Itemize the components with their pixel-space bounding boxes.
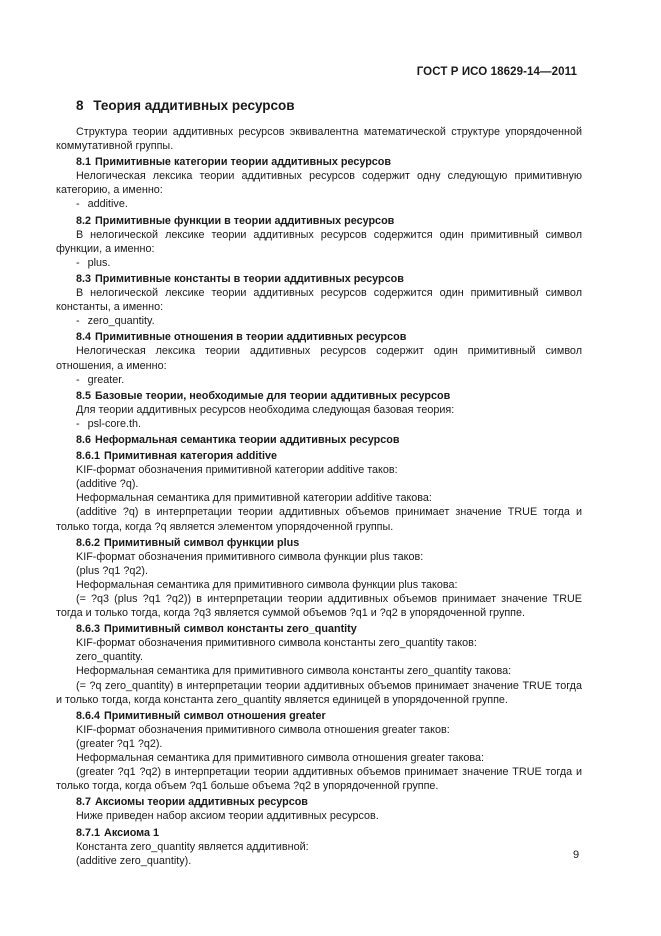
page-number: 9 (573, 849, 580, 861)
kif-expression-8-6-4: (greater ?q1 ?q2). (76, 737, 163, 750)
subsection-heading-8-7-1: 8.7.1 Аксиома 1 (76, 826, 160, 839)
paragraph-8-1: Нелогическая лексика теории аддитивных ресурсов содержит одну следующую примитивную категорию, а именно: (56, 170, 582, 197)
section-number: 8 (76, 98, 84, 113)
list-item-8-3: - zero_quantity. (76, 315, 155, 328)
kif-expression-8-6-2: (plus ?q1 ?q2). (76, 564, 149, 577)
kif-format-line-8-6-1: KIF-формат обозначения примитивной категории additive таков: (76, 464, 398, 477)
paragraph-8-5: Для теории аддитивных ресурсов необходима следующая базовая теория: (76, 403, 455, 416)
subsection-heading-8-6-3: 8.6.3 Примитивный символ константы zero_quantity (76, 623, 357, 636)
section-title: Теория аддитивных ресурсов (93, 98, 295, 113)
subsection-heading-8-3: 8.3 Примитивные константы в теории аддитивных ресурсов (76, 272, 404, 285)
list-item-8-5: - psl-core.th. (76, 417, 142, 430)
standard-code-header: ГОСТ Р ИСО 18629-14—2011 (416, 66, 577, 78)
semantics-intro-8-6-2: Неформальная семантика для примитивного символа функции plus такова: (76, 578, 458, 591)
paragraph-8-2: В нелогической лексике теории аддитивных ресурсов содержится один примитивный символ функции, а именно: (56, 228, 582, 255)
axiom-statement-8-7-1: Константа zero_quantity является аддитивной: (76, 840, 309, 853)
kif-format-line-8-6-2: KIF-формат обозначения примитивного символа функции plus таков: (76, 550, 424, 563)
semantics-text-8-6-1: (additive ?q) в интерпретации теории аддитивных объемов принимает значение TRUE тогда и только тогда, когда ?q является элементом упорядоченной группы. (56, 506, 582, 533)
semantics-text-8-6-4: (greater ?q1 ?q2) в интерпретации теории аддитивных объемов принимает значение TRUE тогда и только тогда, когда объем ?q1 больше объема ?q2 в упорядоченной группе. (56, 766, 582, 793)
semantics-text-8-6-3: (= ?q zero_quantity) в интерпретации теории аддитивных объемов принимает значение TRUE тогда и только тогда, когда константа zero_quantity является единицей в упорядоченной группе. (56, 679, 582, 706)
subsection-heading-8-6-2: 8.6.2 Примитивный символ функции plus (76, 536, 300, 549)
subsection-heading-8-1: 8.1 Примитивные категории теории аддитивных ресурсов (76, 156, 392, 169)
subsection-heading-8-6-1: 8.6.1 Примитивная категория additive (76, 450, 278, 463)
subsection-heading-8-6-4: 8.6.4 Примитивный символ отношения greater (76, 709, 326, 722)
kif-format-line-8-6-3: KIF-формат обозначения примитивного символа константы zero_quantity таков: (76, 637, 477, 650)
document-body (56, 92, 582, 868)
kif-format-line-8-6-4: KIF-формат обозначения примитивного символа отношения greater таков: (76, 723, 450, 736)
list-item-8-4: - greater. (76, 373, 125, 386)
kif-expression-8-6-1: (additive ?q). (76, 478, 139, 491)
kif-expression-8-6-3: zero_quantity. (76, 651, 144, 664)
semantics-intro-8-6-1: Неформальная семантика для примитивной категории additive такова: (76, 492, 432, 505)
list-item-8-2: - plus. (76, 256, 111, 269)
axiom-expression-8-7-1: (additive zero_quantity). (76, 854, 192, 867)
semantics-text-8-6-2: (= ?q3 (plus ?q1 ?q2)) в интерпретации теории аддитивных объемов принимает значение TRUE тогда и только тогда, когда ?q3 является суммой объемов ?q1 и ?q2 в упорядоченной группе. (56, 593, 582, 620)
semantics-intro-8-6-3: Неформальная семантика для примитивного символа константы zero_quantity такова: (76, 665, 512, 678)
paragraph-8-4: Нелогическая лексика теории аддитивных ресурсов содержит один примитивный символ отношения, а именно: (56, 345, 582, 372)
subsection-heading-8-7: 8.7 Аксиомы теории аддитивных ресурсов (76, 796, 308, 809)
intro-paragraph: Структура теории аддитивных ресурсов эквивалентна математической структуре упорядоченной коммутативной группы. (56, 126, 582, 153)
list-item-8-1: - additive. (76, 198, 128, 211)
subsection-heading-8-5: 8.5 Базовые теории, необходимые для теории аддитивных ресурсов (76, 389, 451, 402)
paragraph-8-7: Ниже приведен набор аксиом теории аддитивных ресурсов. (76, 810, 379, 823)
subsection-heading-8-4: 8.4 Примитивные отношения в теории аддитивных ресурсов (76, 331, 407, 344)
section-heading (76, 98, 582, 113)
paragraph-8-3: В нелогической лексике теории аддитивных ресурсов содержится один примитивный символ константы, а именно: (56, 287, 582, 314)
semantics-intro-8-6-4: Неформальная семантика для примитивного символа отношения greater такова: (76, 752, 484, 765)
subsection-heading-8-2: 8.2 Примитивные функции в теории аддитивных ресурсов (76, 214, 395, 227)
subsection-heading-8-6: 8.6 Неформальная семантика теории аддитивных ресурсов (76, 433, 400, 446)
